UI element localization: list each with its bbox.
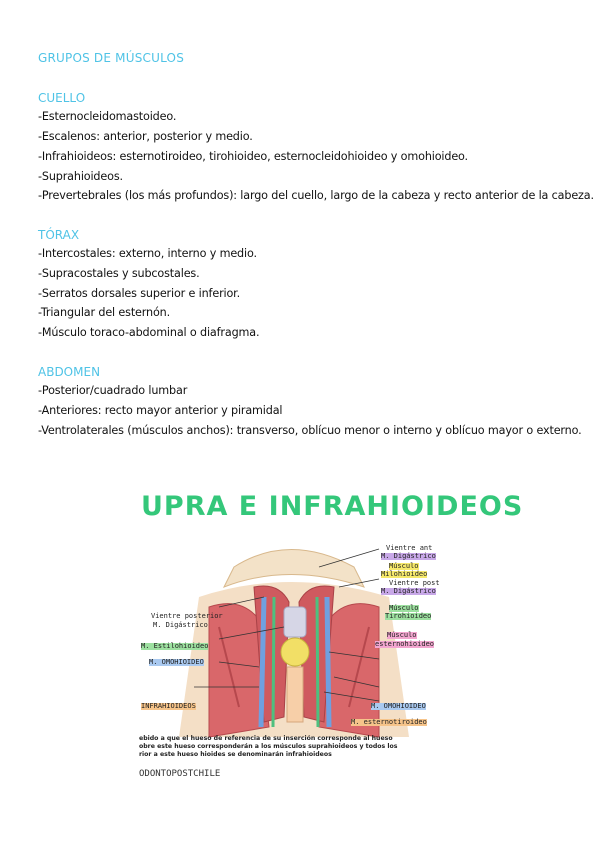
note-line: ebido a que el hueso de referencia de su inserción corresponde al hueso — [139, 735, 393, 742]
list-item: -Prevertebrales (los más profundos): largo del cuello, largo de la cabeza y recto anterior de la cabeza. — [38, 189, 594, 202]
list-item: -Músculo toraco-abdominal o diafragma. — [38, 326, 260, 339]
section-heading-cuello: CUELLO — [38, 91, 86, 105]
document-title: GRUPOS DE MÚSCULOS — [38, 51, 185, 65]
list-item: -Suprahioideos. — [38, 170, 123, 183]
label-m-digastrico-3: M. Digástrico — [153, 621, 208, 629]
label-m-esternotiroideo: M. esternotiroideo — [351, 718, 427, 726]
list-item: -Supracostales y subcostales. — [38, 267, 200, 280]
list-item: -Intercostales: externo, interno y medio. — [38, 247, 257, 260]
section-heading-abdomen: ABDOMEN — [38, 365, 101, 379]
label-m-digastrico-1: M. Digástrico — [381, 552, 436, 560]
list-item: -Escalenos: anterior, posterior y medio. — [38, 130, 253, 143]
label-m-omohioideo-r: M. OMOHIOIDEO — [371, 702, 426, 710]
list-item: -Anteriores: recto mayor anterior y piramidal — [38, 404, 283, 417]
list-item: -Infrahioideos: esternotiroideo, tirohioideo, esternocleidohioideo y omohioideo. — [38, 150, 468, 163]
label-milohioideo: Milohioideo — [381, 570, 428, 578]
figure-title: UPRA E INFRAHIOIDEOS — [141, 491, 524, 522]
figure-note — [139, 735, 439, 759]
list-item: -Esternocleidomastoideo. — [38, 110, 177, 123]
label-vientre-post-r: Vientre post — [389, 579, 440, 587]
label-vientre-ant: Vientre ant — [386, 544, 433, 552]
label-musculo-3: Músculo — [387, 631, 417, 639]
list-item: -Serratos dorsales superior e inferior. — [38, 287, 241, 300]
anatomy-figure — [139, 477, 524, 787]
list-item: -Ventrolaterales (músculos anchos): transverso, oblícuo menor o interno y oblícuo mayor o externo. — [38, 424, 582, 437]
label-musculo-1: Músculo — [389, 562, 419, 570]
section-heading-torax: TÓRAX — [38, 228, 80, 242]
label-m-estilohioideo: M. Estilohioideo — [141, 642, 209, 650]
label-esternohioideo: esternohioideo — [375, 640, 435, 648]
note-line: rior a este hueso hioides se denominarán infrahioideos — [139, 751, 332, 758]
label-tirohioideo: Tirohioideo — [385, 612, 432, 620]
list-item: -Triangular del esternón. — [38, 306, 171, 319]
label-infrahioideos: INFRAHIOIDEOS — [141, 702, 196, 710]
label-m-omohioideo-l: M. OMOHIOIDEO — [149, 658, 204, 666]
list-item: -Posterior/cuadrado lumbar — [38, 384, 188, 397]
figure-credit: ODONTOPOSTCHILE — [139, 769, 221, 779]
label-m-digastrico-2: M. Digástrico — [381, 587, 436, 595]
note-line: obre este hueso corresponderán a los músculos suprahioideos y todos los — [139, 743, 398, 750]
label-musculo-2: Músculo — [389, 604, 419, 612]
label-vientre-posterior: Vientre posterior — [151, 612, 223, 620]
